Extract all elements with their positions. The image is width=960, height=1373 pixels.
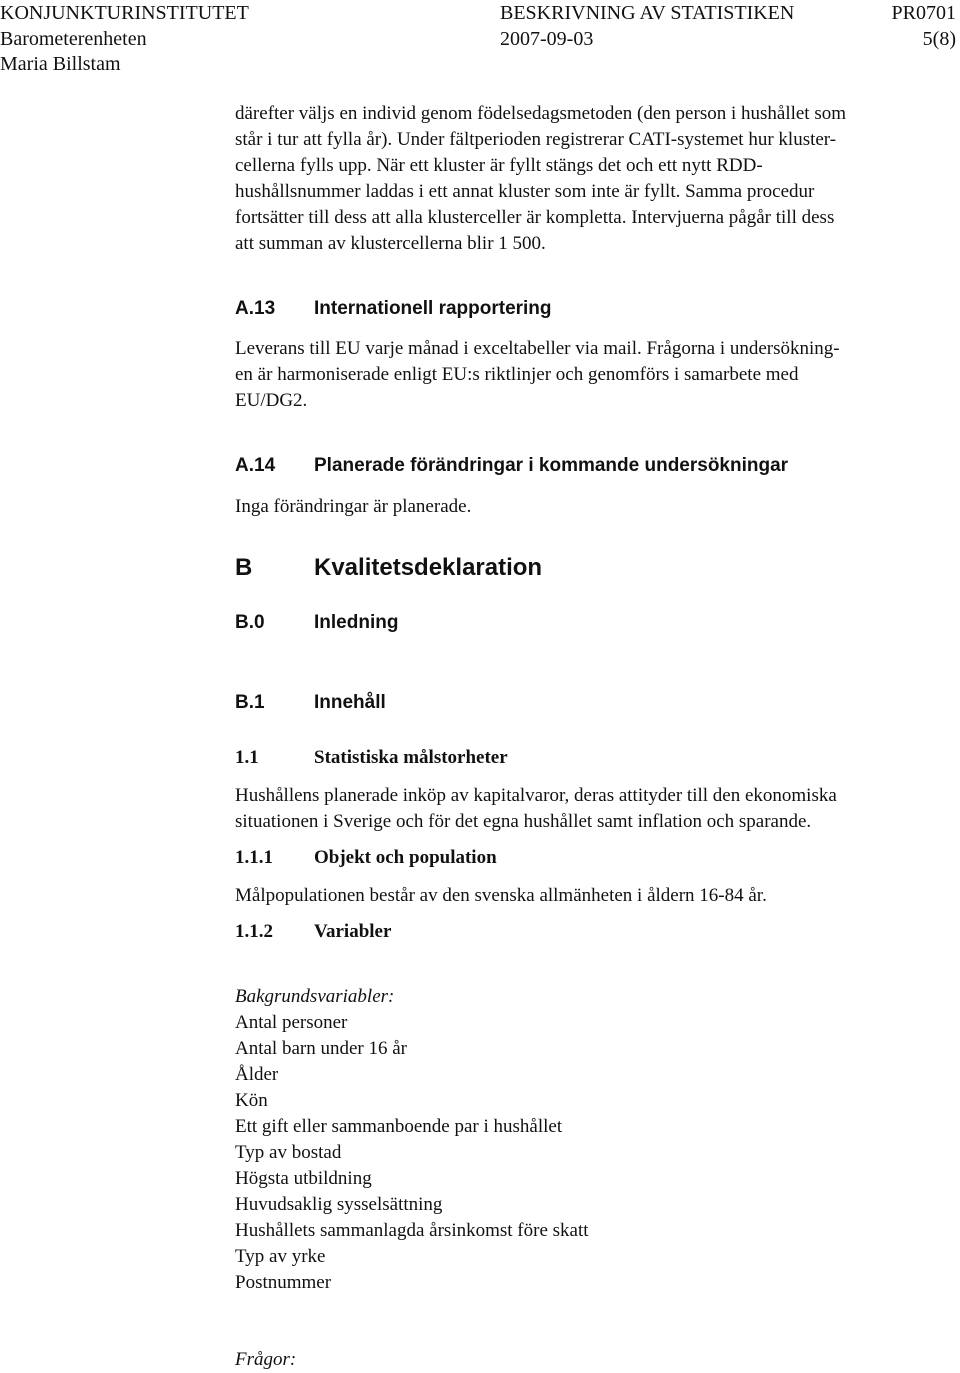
section-number: A.14 — [235, 455, 276, 476]
section-number: 1.1.2 — [235, 921, 273, 942]
header-doc-type: BESKRIVNING AV STATISTIKEN — [500, 2, 795, 24]
questions-block — [235, 1347, 296, 1373]
header-unit: Barometerenheten — [0, 28, 147, 50]
intro-line: att summan av klustercellerna blir 1 500. — [235, 233, 546, 254]
section-title: Statistiska målstorheter — [314, 747, 508, 768]
section-title: Objekt och population — [314, 847, 497, 868]
intro-paragraph — [235, 101, 947, 257]
paragraph-line: Leverans till EU varje månad i exceltabeller via mail. Frågorna i undersökning- — [235, 338, 840, 359]
section-number: 1.1 — [235, 747, 259, 768]
intro-line: hushållsnummer laddas i ett annat kluster som inte är fyllt. Samma procedur — [235, 181, 815, 202]
section-title: Variabler — [314, 921, 392, 942]
section-number: B — [235, 554, 253, 581]
paragraph-line: Hushållens planerade inköp av kapitalvaror, deras attityder till den ekonomiska — [235, 785, 837, 806]
section-a14-paragraph — [235, 494, 947, 520]
intro-line: cellerna fylls upp. När ett kluster är fyllt stängs det och ett nytt RDD- — [235, 155, 763, 176]
intro-line: därefter väljs en individ genom födelsedagsmetoden (den person i hushållet som — [235, 103, 847, 124]
list-item: Antal barn under 16 år — [235, 1038, 407, 1059]
list-item: Hushållets sammanlagda årsinkomst före skatt — [235, 1220, 589, 1241]
list-item: Huvudsaklig sysselsättning — [235, 1194, 443, 1215]
background-variables-list — [235, 984, 589, 1296]
section-number: B.1 — [235, 692, 265, 713]
section-title: Internationell rapportering — [314, 298, 552, 319]
intro-line: står i tur att fylla år). Under fältperioden registrerar CATI-systemet hur kluster- — [235, 129, 837, 150]
paragraph-line: situationen i Sverige och för det egna hushållet samt inflation och sparande. — [235, 811, 812, 832]
section-number: 1.1.1 — [235, 847, 273, 868]
intro-line: fortsätter till dess att alla klusterceller är kompletta. Intervjuerna pågår till dess — [235, 207, 835, 228]
section-title: Planerade förändringar i kommande undersökningar — [314, 455, 789, 476]
list-item: Ålder — [235, 1064, 279, 1085]
paragraph-line: en är harmoniserade enligt EU:s riktlinjer och genomförs i samarbete med — [235, 364, 799, 385]
section-title: Innehåll — [314, 692, 386, 713]
list-item: Typ av bostad — [235, 1142, 342, 1163]
section-title: Kvalitetsdeklaration — [314, 554, 543, 581]
paragraph-line: EU/DG2. — [235, 390, 308, 411]
paragraph-line: Inga förändringar är planerade. — [235, 496, 472, 517]
header-author: Maria Billstam — [0, 53, 121, 75]
section-1-1-1-paragraph — [235, 883, 947, 909]
list-item: Typ av yrke — [235, 1246, 326, 1267]
list-item: Högsta utbildning — [235, 1168, 372, 1189]
section-number: A.13 — [235, 298, 276, 319]
header-page-number: 5(8) — [922, 28, 956, 50]
questions-heading: Frågor: — [235, 1349, 297, 1370]
header-org: KONJUNKTURINSTITUTET — [0, 2, 249, 24]
list-item: Ett gift eller sammanboende par i hushållet — [235, 1116, 563, 1137]
header-doc-code: PR0701 — [891, 2, 956, 24]
section-a13-paragraph — [235, 336, 947, 414]
list-item: Kön — [235, 1090, 268, 1111]
section-number: B.0 — [235, 612, 265, 633]
paragraph-line: Målpopulationen består av den svenska allmänheten i åldern 16-84 år. — [235, 885, 767, 906]
section-1-1-paragraph — [235, 783, 947, 835]
list-item: Antal personer — [235, 1012, 348, 1033]
header-date: 2007-09-03 — [500, 28, 594, 50]
background-variables-heading: Bakgrundsvariabler: — [235, 986, 395, 1007]
section-title: Inledning — [314, 612, 399, 633]
list-item: Postnummer — [235, 1272, 332, 1293]
